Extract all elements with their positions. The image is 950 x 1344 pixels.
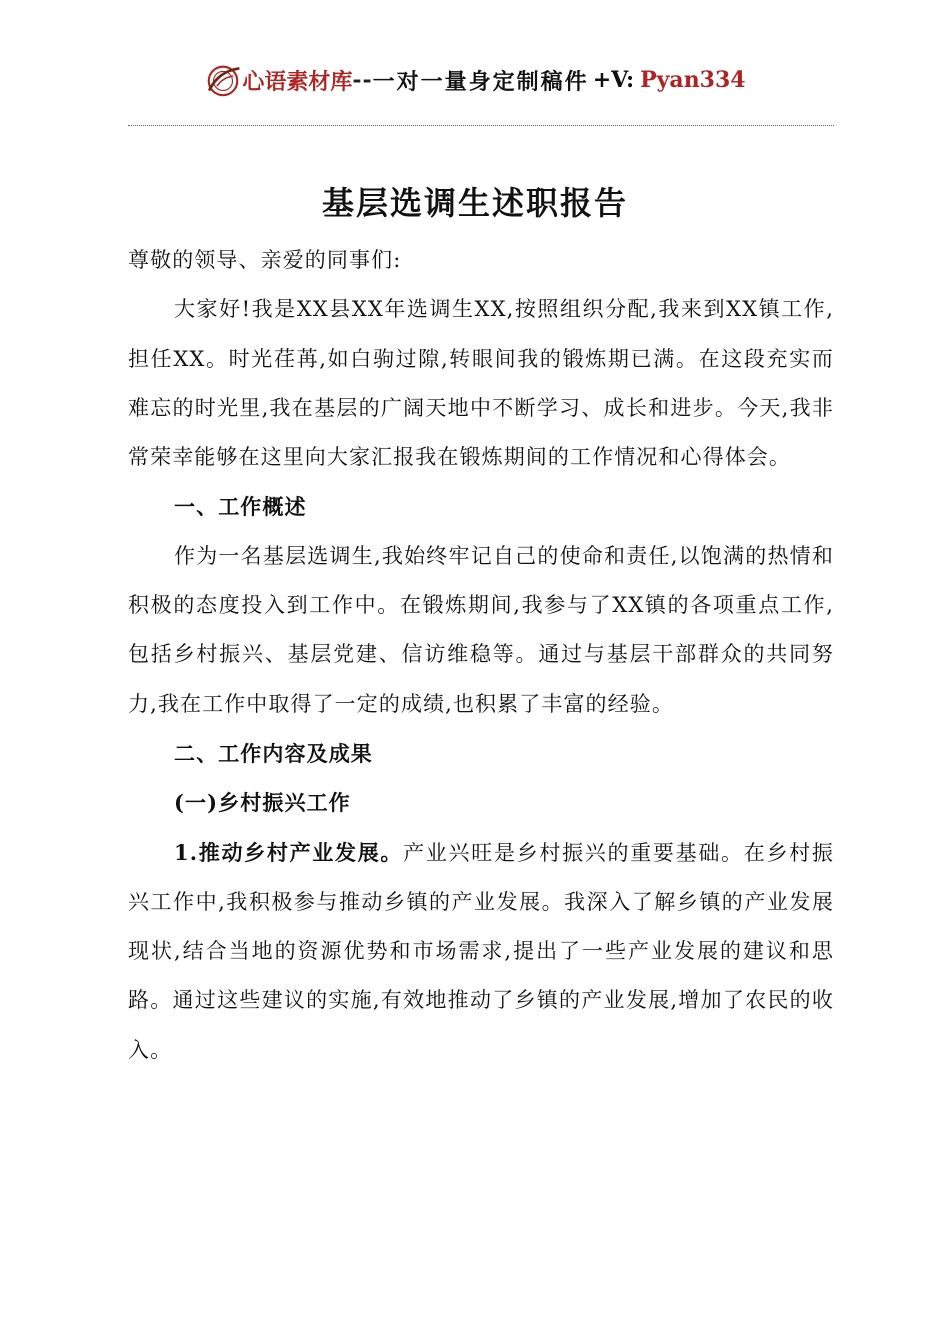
subsection-heading-1: (一)乡村振兴工作: [174, 790, 351, 816]
wechat-label: +V:: [592, 67, 635, 93]
document-title: 基层选调生述职报告: [321, 184, 628, 222]
page-header: [0, 60, 950, 100]
salutation: 尊敬的领导、亲爱的同事们:: [128, 248, 402, 272]
item-1-body: 产业兴旺是乡村振兴的重要基础。在乡村振兴工作中,我积极参与推动乡镇的产业发展。我深入了解乡镇的产业发展现状,结合当地的资源优势和市场需求,提出了一些产业发展的建议和思路。通过这些建议的实施,有效地推动了乡镇的产业发展,增加了农民的收入。: [128, 840, 834, 1062]
section-heading-2: 二、工作内容及成果: [174, 740, 373, 766]
wechat-id: Pyan334: [640, 67, 746, 93]
header-slogan: 一对一量身定制稿件: [372, 68, 589, 95]
header-divider: [128, 125, 834, 126]
brand-name: 心语素材库: [242, 68, 353, 95]
section-heading-1: 一、工作概述: [174, 494, 307, 520]
circular-seal-logo-icon: [204, 61, 242, 99]
section-1-paragraph: 作为一名基层选调生,我始终牢记自己的使命和责任,以饱满的热情和积极的态度投入到工作中。在锻炼期间,我参与了XX镇的各项重点工作,包括乡村振兴、基层党建、信访维稳等。通过与基层干部群众的共同努力,我在工作中取得了一定的成绩,也积累了丰富的经验。: [128, 543, 834, 716]
item-1-lead: 1.推动乡村产业发展。: [174, 839, 404, 865]
document-body: [128, 236, 834, 1075]
intro-paragraph: 大家好!我是XX县XX年选调生XX,按照组织分配,我来到XX镇工作,担任XX。时光荏苒,如白驹过隙,转眼间我的锻炼期已满。在这段充实而难忘的时光里,我在基层的广阔天地中不断学习、成长和进步。今天,我非常荣幸能够在这里向大家汇报我在锻炼期间的工作情况和心得体会。: [128, 297, 834, 470]
item-1-paragraph: [128, 828, 834, 1075]
header-dashes: --: [352, 67, 373, 93]
